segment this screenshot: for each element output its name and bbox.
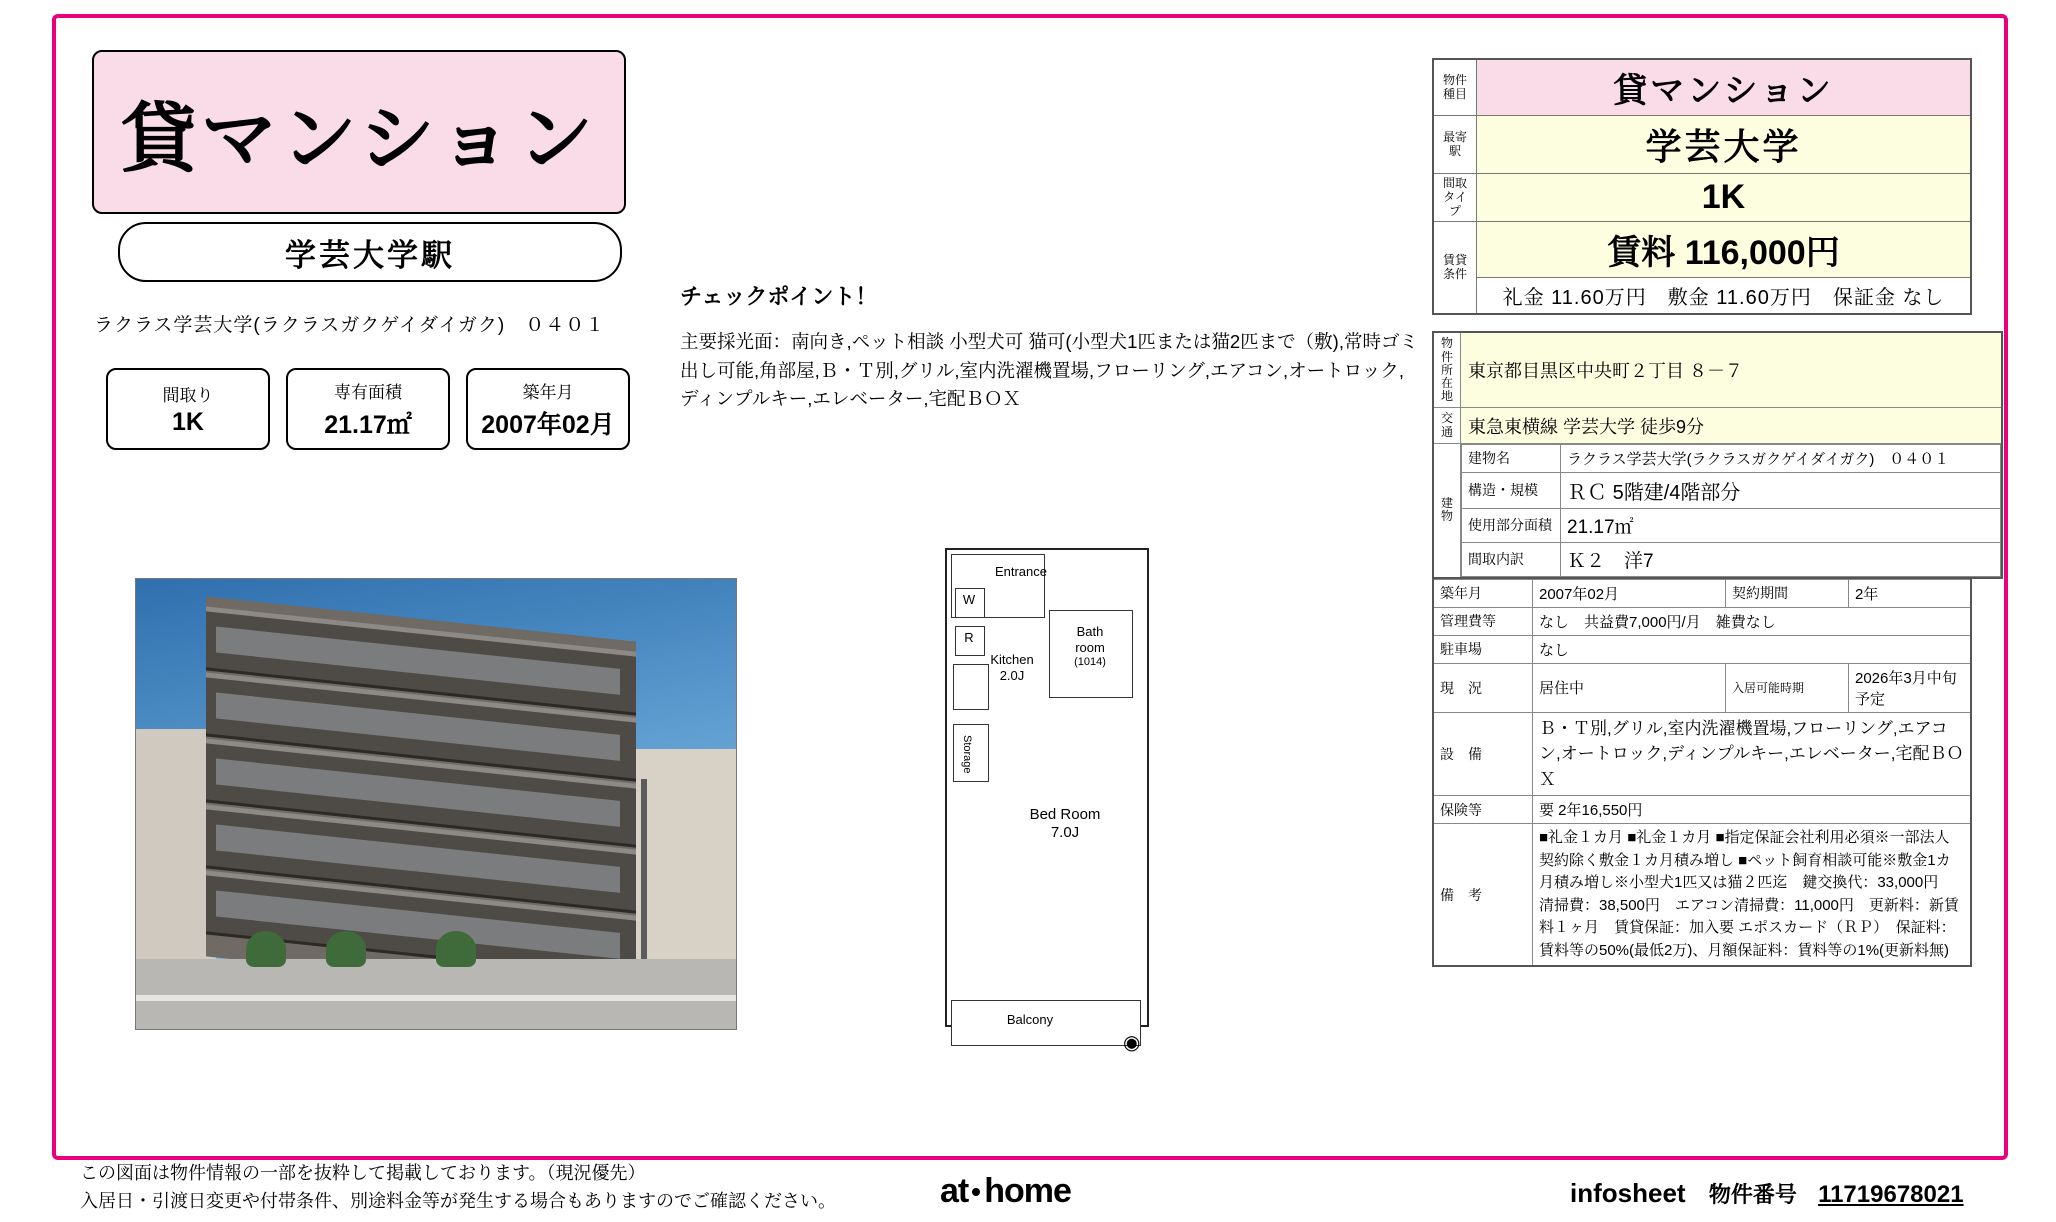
spec-value: 1K [172,408,204,436]
table-row [1433,116,1971,174]
building-value-structure: ＲＣ 5階建/4階部分 [1561,472,2001,508]
summary-value-layout: 1K [1477,174,1972,222]
table-row [1433,635,1971,663]
cond-key-status: 現 況 [1433,663,1533,712]
cond-key-term: 契約期間 [1726,579,1849,607]
detail-value-traffic: 東急東横線 学芸大学 徒歩9分 [1461,408,2003,443]
table-row [1462,472,2001,508]
building-key-breakdown: 間取内訳 [1462,542,1561,576]
building-value-area: 21.17㎡ [1561,508,2001,542]
table-row [1433,607,1971,635]
photo-neighbor-left [136,729,216,989]
building-value-name: ラクラス学芸大学(ラクラスガクゲイダイガク) ０４０１ [1561,444,2001,472]
compass-icon: ◉ [1123,1032,1141,1054]
detail-key-address: 物件所在地 [1433,332,1461,407]
summary-rent: 賃料 116,000円 [1477,222,1972,278]
photo-utility-pole [641,779,647,989]
summary-table [1432,58,1972,315]
floor-plan [945,548,1145,1054]
detail-key-building: 建物 [1433,443,1461,578]
table-row [1462,508,2001,542]
footer-note-line2: 入居日・引渡日変更や付帯条件、別途料金等が発生する場合もありますのでご確認ください。 [80,1190,836,1211]
cond-value-mgmt: なし 共益費7,000円/月 雑費なし [1533,607,1972,635]
building-name-line: ラクラス学芸大学(ラクラスガクゲイダイガク) ０４０１ [94,315,606,336]
building-value-breakdown: Ｋ２ 洋7 [1561,542,2001,576]
cond-key-equipment: 設 備 [1433,712,1533,796]
table-row [1462,444,2001,472]
property-no-label: 物件番号 [1708,1182,1797,1207]
building-subtable [1461,444,2001,577]
athome-logo: at home [940,1172,1071,1210]
plan-bath-label: Bath [1076,624,1104,639]
plan-balcony-label: Balcony [1006,1012,1054,1027]
plan-storage-label: Storage [960,734,973,774]
table-row [1433,663,1971,712]
summary-key-station: 最寄駅 [1433,116,1477,174]
spec-area [286,368,450,450]
plan-entrance-label: Entrance [994,564,1048,579]
table-row [1433,712,1971,796]
building-photo [135,578,737,1030]
spec-layout [106,368,270,450]
cond-key-insurance: 保険等 [1433,796,1533,824]
infosheet-label: infosheet [1570,1178,1686,1208]
cond-value-parking: なし [1533,635,1972,663]
detail-value-address: 東京都目黒区中央町２丁目 ８－７ [1461,332,2003,407]
cond-value-built: 2007年02月 [1533,579,1726,607]
conditions-table [1432,579,1972,968]
summary-value-type: 貸マンション [1477,59,1972,116]
cond-value-remark: ■礼金１カ月 ■礼金１カ月 ■指定保証会社利用必須※一部法人契約除く敷金１カ月積み増し ■ペット飼育相談可能※敷金1カ月積み増し※小型犬1匹又は猫２匹迄 鍵交換代：33,000円 清掃費：38,500円 エアコン清掃費：11,000円 更新料：新賃料１ヶ月 賃貸保証：加入要 エポスカード（ＲＰ） 保証料：賃料等の50%(最低2万)、月額保証料：賃料等の1%(更新料無) [1533,824,1972,967]
cond-value-equipment: Ｂ・Ｔ別,グリル,室内洗濯機置場,フローリング,エアコン,オートロック,ディンプルキー,エレベーター,宅配ＢＯＸ [1533,712,1972,796]
table-row [1433,59,1971,116]
right-column [1432,58,1972,967]
table-row [1433,579,1971,607]
cond-key-parking: 駐車場 [1433,635,1533,663]
cond-value-insurance: 要 2年16,550円 [1533,796,1972,824]
cond-key-built: 築年月 [1433,579,1533,607]
checkpoint-title: チェックポイント！ [680,284,878,309]
photo-shrub [326,931,366,967]
table-row [1433,408,2002,443]
detail-table [1432,331,2003,578]
photo-shrub [246,931,286,967]
spec-value: 21.17㎡ [324,410,412,439]
detail-key-traffic: 交通 [1433,408,1461,443]
plan-kitchen-size: 2.0J [999,668,1025,683]
property-no-value: 11719678021 [1818,1181,1964,1208]
summary-key-type: 物件種目 [1433,59,1477,116]
cond-value-status: 居住中 [1533,663,1726,712]
table-row [1433,332,2002,407]
plan-fridge-label: R [964,630,974,645]
spec-row [106,368,630,450]
table-row [1433,824,1971,967]
checkpoint-text: 主要採光面：南向き,ペット相談 小型犬可 猫可(小型犬1匹または猫2匹まで（敷),常時ゴミ出し可能,角部屋,Ｂ・Ｔ別,グリル,室内洗濯機置場,フローリング,エアコン,オートロック,ディンプルキー,エレベーター,宅配ＢＯＸ [680,331,1418,410]
summary-value-station: 学芸大学 [1477,116,1972,174]
plan-washer-label: W [962,592,976,607]
spec-label: 間取り [162,386,214,405]
table-row [1433,796,1971,824]
plan-bath-label2: room [1075,640,1105,655]
photo-road [136,959,736,1029]
building-key-name: 建物名 [1462,444,1561,472]
spec-label: 築年月 [522,382,574,402]
station-pill [118,222,622,282]
spec-label: 専有面積 [334,382,402,402]
footer-note-line1: この図面は物件情報の一部を抜粋して掲載しております。（現況優先） [80,1163,646,1183]
summary-key-terms: 賃貸条件 [1433,222,1477,315]
station-text: 学芸大学駅 [285,237,455,273]
footer-note [80,1160,836,1216]
summary-fees: 礼金 11.60万円 敷金 11.60万円 保証金 なし [1477,278,1972,315]
plan-bedroom-label: Bed Room [1029,806,1101,823]
building-key-area: 使用部分面積 [1462,508,1561,542]
spec-value: 2007年02月 [481,410,615,439]
spec-builtdate [466,368,630,450]
cond-value-term: 2年 [1849,579,1972,607]
table-row [1462,542,2001,576]
table-row [1433,174,1971,222]
property-type-title [92,50,626,214]
table-row [1433,278,1971,315]
summary-key-layout: 間取タイプ [1433,174,1477,222]
table-row [1433,443,2002,578]
plan-bath-size: (1014) [1074,656,1106,668]
building-key-structure: 構造・規模 [1462,472,1561,508]
cond-key-remark: 備 考 [1433,824,1533,967]
infosheet-footer [1570,1178,1964,1209]
cond-key-mgmt: 管理費等 [1433,607,1533,635]
photo-shrub [436,931,476,967]
plan-kitchen-label: Kitchen [990,652,1034,667]
table-row [1433,222,1971,278]
plan-bedroom-size: 7.0J [1050,824,1080,841]
property-type-text: 貸マンション [120,96,598,182]
cond-key-available: 入居可能時期 [1726,663,1849,712]
cond-value-available: 2026年3月中旬予定 [1849,663,1972,712]
